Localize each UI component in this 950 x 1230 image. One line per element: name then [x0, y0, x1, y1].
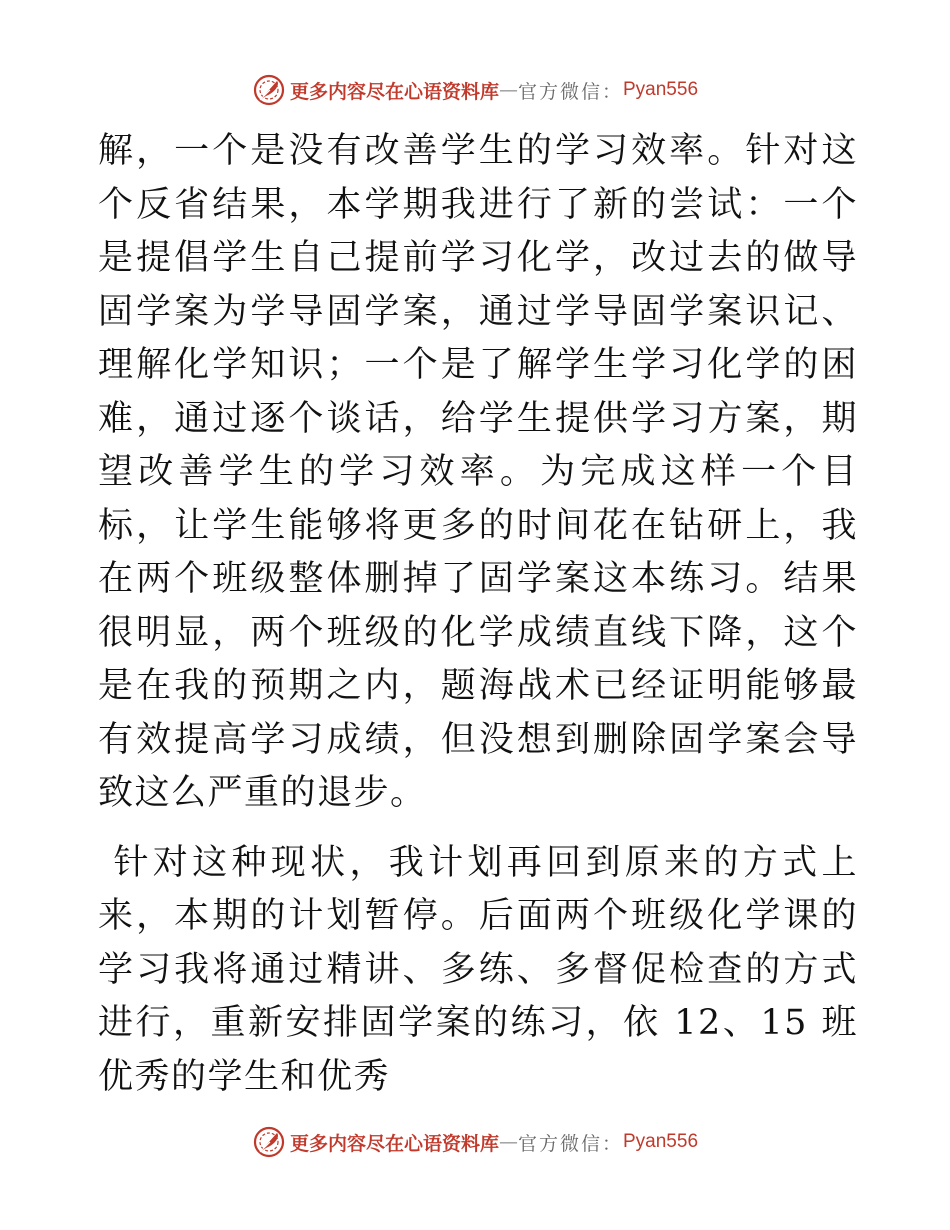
footer-separator: —: [498, 1131, 518, 1153]
header-wechat-label: 官方微信：: [517, 80, 623, 103]
header-brand: 更多内容尽在心语资料库: [289, 80, 499, 103]
footer-brand: 更多内容尽在心语资料库: [289, 1132, 499, 1155]
feather-pen-logo-icon: [252, 73, 286, 107]
footer-wechat-id: Pyan556: [623, 1131, 699, 1152]
paragraph-2: 针对这种现状，我计划再回到原来的方式上来，本期的计划暂停。后面两个班级化学课的学习我将通过精讲、多练、多督促检查的方式进行，重新安排固学案的练习，依 12、15 班优秀的学生和优秀: [98, 842, 858, 1097]
paragraph-1: 解，一个是没有改善学生的学习效率。针对这个反省结果，本学期我进行了新的尝试：一个是提倡学生自己提前学习化学，改过去的做导固学案为学导固学案，通过学导固学案识记、理解化学知识；一个是了解学生学习化学的困难，通过逐个谈话，给学生提供学习方案，期望改善学生的学习效率。为完成这样一个目标，让学生能够将更多的时间花在钻研上，我在两个班级整体删掉了固学案这本练习。结果很明显，两个班级的化学成绩直线下降，这个是在我的预期之内，题海战术已经证明能够最有效提高学习成绩，但没想到删除固学案会导致这么严重的退步。: [98, 131, 858, 813]
feather-pen-logo-icon: [252, 1125, 286, 1159]
header-wechat-id: Pyan556: [623, 79, 699, 100]
header-separator: —: [498, 79, 518, 101]
footer-wechat-label: 官方微信：: [517, 1132, 623, 1155]
footer-banner: [0, 1122, 950, 1162]
header-banner: [0, 70, 950, 110]
document-body: [98, 125, 858, 1104]
